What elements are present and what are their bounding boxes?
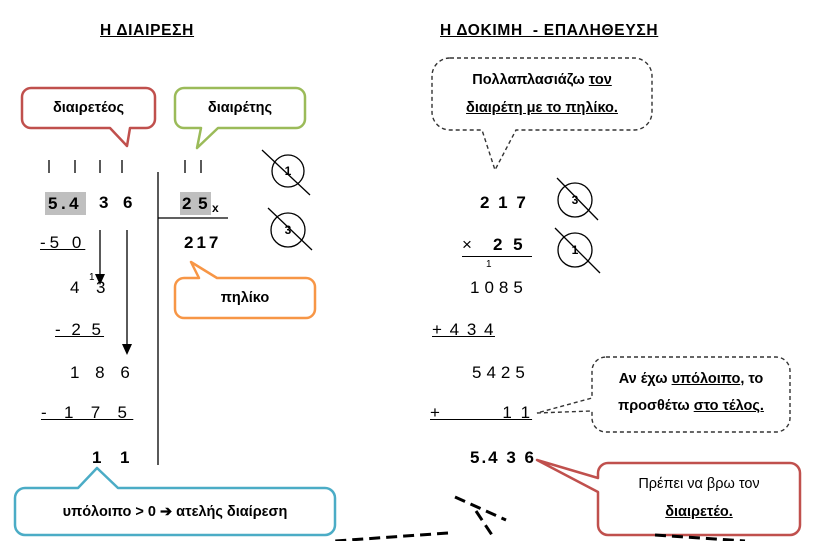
dividend-callout-label: διαιρετέος: [52, 100, 125, 116]
brought-down-digit: 3: [96, 278, 106, 297]
crossed-out-digit: 3: [284, 223, 292, 237]
add-remainder-hint-text: προσθέτω: [618, 398, 694, 414]
quotient-callout-label: πηλίκο: [220, 290, 270, 306]
crossed-out-digit: 3: [571, 193, 579, 207]
divisor-callout-label: διαιρέτης: [207, 100, 273, 116]
partial-dividend-digit: 4: [70, 278, 80, 297]
multiply-hint-underlined: τον: [588, 72, 612, 88]
add-remainder-hint-text: , το: [740, 371, 764, 387]
division-title: Η ΔΙΑΙΡΕΣΗ: [100, 22, 195, 39]
add-remainder-hint-underlined: στο τέλος.: [693, 398, 764, 414]
remainder-rule-label: υπόλοιπο > 0 ➔ ατελής διαίρεση: [62, 504, 288, 520]
times-sign: ×: [462, 235, 472, 254]
subtraction-step: - 1 7 5: [41, 403, 134, 422]
partial-product-shifted: + 4 3 4: [432, 320, 495, 339]
add-remainder-hint-line1: [592, 369, 790, 389]
digit-tick-marks: [49, 160, 201, 173]
carry-mark: 1: [486, 259, 492, 270]
divisor-digits: 2 5: [182, 194, 209, 213]
verification-result: 5.4 3 6: [470, 448, 536, 467]
find-dividend-line1: Πρέπει να βρω τον: [638, 476, 760, 492]
partial-product: 1085: [470, 278, 528, 297]
multiply-hint-line1: [432, 70, 652, 90]
verification-title: Η ΔΟΚΙΜΗ - ΕΠΑΛΗΘΕΥΣΗ: [440, 22, 659, 39]
find-dividend-callout-bubble: [537, 460, 800, 535]
add-remainder-hint-line2: [592, 396, 790, 416]
partial-dividend: 1 8 6: [70, 363, 136, 382]
multiply-hint-text: Πολλαπλασιάζω: [472, 72, 589, 88]
dividend-highlight: [45, 192, 86, 215]
crossed-out-digit: 1: [571, 243, 579, 257]
add-remainder-hint-text: Αν έχω: [618, 371, 672, 387]
divisor-callout-bubble: [175, 88, 305, 148]
carry-mark: 1: [89, 272, 95, 283]
multiplicand: 2 1 7: [480, 193, 528, 212]
remainder-digit: 1: [120, 448, 130, 467]
crossed-out-digit: 1: [284, 164, 292, 178]
dividend-highlighted-digits: 5.4: [48, 194, 83, 213]
add-remainder-row: + 1 1: [430, 403, 533, 422]
dividend-digit: 6: [123, 193, 133, 212]
bring-down-arrow-head: [122, 344, 132, 355]
add-remainder-hint-underlined: υπόλοιπο: [671, 371, 741, 387]
find-dividend-line2: διαιρετέο.: [665, 504, 733, 520]
divisor-highlight: [180, 192, 211, 215]
product: 5425: [472, 363, 530, 382]
multiply-hint-underlined: διαιρέτη με το πηλίκο.: [466, 100, 618, 116]
quotient-value: 217: [184, 233, 222, 252]
dividend-digit: 3: [99, 193, 109, 212]
multiplier-row: [462, 234, 532, 257]
multiplier: 2 5: [492, 235, 526, 254]
dashed-pointer: [335, 533, 448, 541]
times-mark: x: [212, 201, 219, 215]
subtraction-step: - 2 5: [55, 320, 105, 339]
dashed-pointer: [476, 511, 492, 535]
remainder-digit: 1: [92, 448, 102, 467]
multiply-hint-line2: [432, 98, 652, 118]
subtraction-step: -5 0: [40, 233, 86, 252]
